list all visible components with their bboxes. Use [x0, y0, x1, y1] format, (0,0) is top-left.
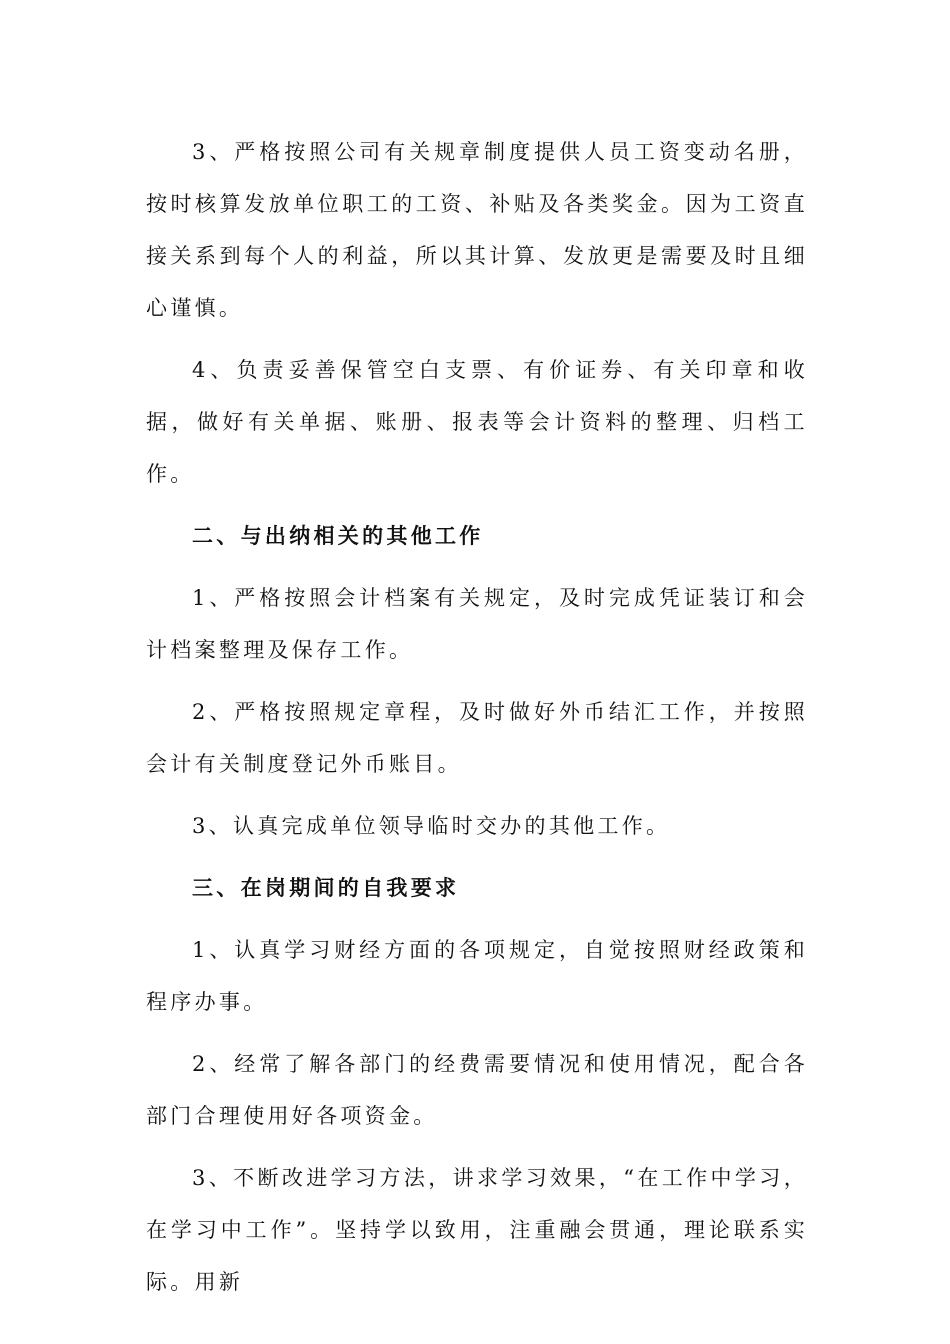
section-heading-self-requirements: 三、在岗期间的自我要求: [192, 875, 460, 900]
paragraph-study-regulations: 1、认真学习财经方面的各项规定，自觉按照财经政策和程序办事。: [146, 938, 808, 1014]
section-heading-other-work: 二、与出纳相关的其他工作: [192, 523, 484, 548]
document-body: [146, 126, 808, 1318]
paragraph-foreign-currency: 2、严格按照规定章程，及时做好外币结汇工作，并按照会计有关制度登记外币账目。: [146, 700, 808, 776]
paragraph-custody-documents: 4、负责妥善保管空白支票、有价证券、有关印章和收据，做好有关单据、账册、报表等会计资料的整理、归档工作。: [146, 358, 808, 486]
paragraph-leader-tasks: 3、认真完成单位领导临时交办的其他工作。: [192, 814, 671, 838]
paragraph-learning-methods: 3、不断改进学习方法，讲求学习效果，“在工作中学习，在学习中工作”。坚持学以致用，注重融会贯通，理论联系实际。用新: [146, 1166, 808, 1294]
paragraph-accounting-archives: 1、严格按照会计档案有关规定，及时完成凭证装订和会计档案整理及保存工作。: [146, 586, 808, 662]
paragraph-salary-payroll: 3、严格按照公司有关规章制度提供人员工资变动名册，按时核算发放单位职工的工资、补贴及各类奖金。因为工资直接关系到每个人的利益，所以其计算、发放更是需要及时且细心谨慎。: [146, 140, 808, 320]
paragraph-department-funds: 2、经常了解各部门的经费需要情况和使用情况，配合各部门合理使用好各项资金。: [146, 1052, 808, 1128]
